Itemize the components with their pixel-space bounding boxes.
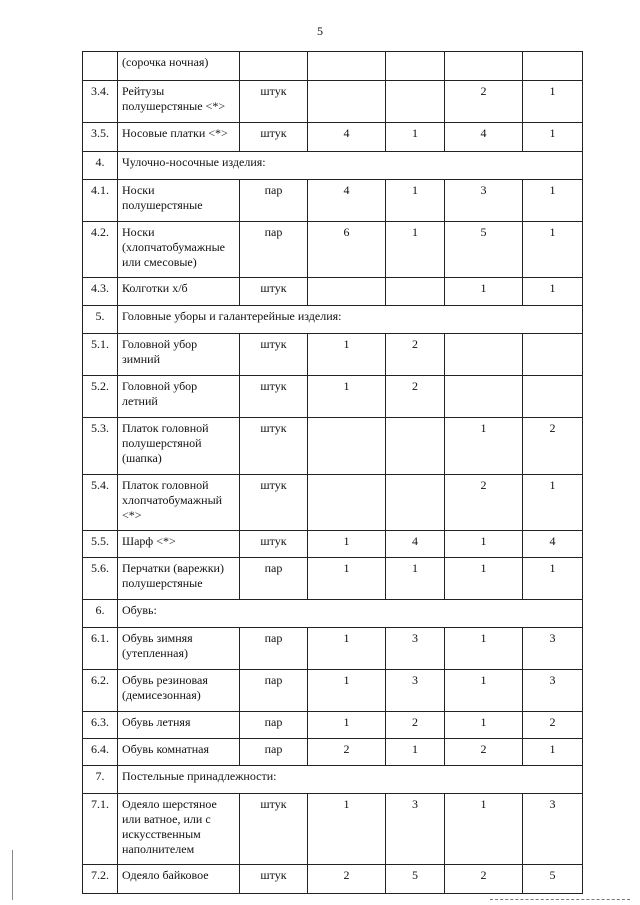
quantity-cell: 1	[386, 123, 445, 152]
quantity-cell: 5	[386, 865, 445, 894]
quantity-cell: 1	[445, 418, 523, 475]
row-number: 5.1.	[83, 334, 118, 376]
quantity-cell	[445, 52, 523, 81]
quantity-cell: 1	[308, 628, 386, 670]
row-number: 6.1.	[83, 628, 118, 670]
row-number: 6.2.	[83, 670, 118, 712]
quantity-cell: 1	[386, 739, 445, 766]
item-unit: штук	[240, 278, 308, 306]
item-unit: штук	[240, 81, 308, 123]
quantity-cell	[308, 278, 386, 306]
item-unit: штук	[240, 376, 308, 418]
item-name: Обувь зимняя (утепленная)	[118, 628, 240, 670]
quantity-cell: 3	[523, 670, 583, 712]
quantity-cell: 4	[445, 123, 523, 152]
item-name: Колготки х/б	[118, 278, 240, 306]
section-title: Постельные принадлежности:	[118, 766, 583, 794]
quantity-cell: 2	[523, 418, 583, 475]
quantity-cell: 4	[386, 531, 445, 558]
row-number: 6.3.	[83, 712, 118, 739]
row-number: 6.	[83, 600, 118, 628]
item-name: Одеяло байковое	[118, 865, 240, 894]
page-number: 5	[317, 24, 323, 38]
quantity-cell	[308, 418, 386, 475]
quantity-cell	[386, 52, 445, 81]
item-name: Рейтузы полушерстяные <*>	[118, 81, 240, 123]
quantity-cell: 3	[386, 628, 445, 670]
item-name: Обувь комнатная	[118, 739, 240, 766]
item-unit: пар	[240, 712, 308, 739]
scan-artifact	[490, 899, 630, 903]
quantity-cell: 3	[523, 628, 583, 670]
quantity-cell: 1	[308, 334, 386, 376]
quantity-cell	[308, 475, 386, 531]
row-number: 5.6.	[83, 558, 118, 600]
quantity-cell: 1	[445, 531, 523, 558]
quantity-cell: 6	[308, 222, 386, 278]
item-unit: штук	[240, 334, 308, 376]
quantity-cell	[445, 334, 523, 376]
quantity-cell: 2	[308, 739, 386, 766]
quantity-cell: 1	[445, 712, 523, 739]
quantity-cell: 1	[523, 81, 583, 123]
item-name: Платок головной полушерстяной (шапка)	[118, 418, 240, 475]
section-row	[83, 766, 583, 794]
table-row	[83, 794, 583, 865]
table-row	[83, 376, 583, 418]
table-row	[83, 739, 583, 766]
row-number: 4.1.	[83, 180, 118, 222]
row-number: 4.	[83, 152, 118, 180]
quantity-cell: 2	[523, 712, 583, 739]
quantity-cell: 3	[523, 794, 583, 865]
supply-norms-table	[82, 51, 583, 894]
item-name: Платок головной хлопчатобумажный <*>	[118, 475, 240, 531]
item-unit: пар	[240, 222, 308, 278]
section-title: Головные уборы и галантерейные изделия:	[118, 306, 583, 334]
table-row	[83, 123, 583, 152]
quantity-cell: 3	[386, 794, 445, 865]
table-row	[83, 81, 583, 123]
item-name: Перчатки (варежки) полушерстяные	[118, 558, 240, 600]
quantity-cell: 1	[308, 376, 386, 418]
section-title: Чулочно-носочные изделия:	[118, 152, 583, 180]
section-row	[83, 152, 583, 180]
table-row	[83, 712, 583, 739]
quantity-cell: 2	[386, 712, 445, 739]
quantity-cell	[386, 418, 445, 475]
quantity-cell: 4	[308, 123, 386, 152]
table-row	[83, 865, 583, 894]
quantity-cell: 2	[445, 739, 523, 766]
quantity-cell	[523, 376, 583, 418]
table-row	[83, 278, 583, 306]
table-row	[83, 670, 583, 712]
quantity-cell: 3	[445, 180, 523, 222]
item-name: Носки (хлопчатобумажные или смесовые)	[118, 222, 240, 278]
row-number: 5.	[83, 306, 118, 334]
quantity-cell	[523, 52, 583, 81]
item-unit: пар	[240, 180, 308, 222]
row-number: 4.3.	[83, 278, 118, 306]
row-number: 5.4.	[83, 475, 118, 531]
item-name: Носовые платки <*>	[118, 123, 240, 152]
table-body	[83, 52, 583, 894]
item-unit	[240, 52, 308, 81]
quantity-cell: 1	[445, 628, 523, 670]
item-unit: пар	[240, 739, 308, 766]
quantity-cell: 1	[523, 558, 583, 600]
item-unit: пар	[240, 628, 308, 670]
table-row	[83, 558, 583, 600]
item-unit: штук	[240, 475, 308, 531]
quantity-cell: 3	[386, 670, 445, 712]
item-name: (сорочка ночная)	[118, 52, 240, 81]
quantity-cell: 1	[523, 180, 583, 222]
quantity-cell: 1	[308, 531, 386, 558]
quantity-cell: 5	[523, 865, 583, 894]
quantity-cell: 1	[523, 739, 583, 766]
item-name: Шарф <*>	[118, 531, 240, 558]
row-number: 7.2.	[83, 865, 118, 894]
table-row	[83, 531, 583, 558]
quantity-cell	[308, 52, 386, 81]
quantity-cell: 2	[308, 865, 386, 894]
quantity-cell: 2	[386, 376, 445, 418]
section-row	[83, 306, 583, 334]
quantity-cell: 2	[445, 475, 523, 531]
row-number: 7.	[83, 766, 118, 794]
quantity-cell: 1	[445, 670, 523, 712]
scan-edge-mark	[12, 850, 13, 900]
table-row	[83, 52, 583, 81]
table-row	[83, 180, 583, 222]
item-unit: пар	[240, 670, 308, 712]
table-row	[83, 334, 583, 376]
row-number: 3.4.	[83, 81, 118, 123]
item-name: Одеяло шерстяное или ватное, или с искусственным наполнителем	[118, 794, 240, 865]
row-number: 3.5.	[83, 123, 118, 152]
quantity-cell: 1	[308, 670, 386, 712]
item-unit: штук	[240, 531, 308, 558]
quantity-cell: 1	[386, 222, 445, 278]
quantity-cell	[308, 81, 386, 123]
item-name: Носки полушерстяные	[118, 180, 240, 222]
quantity-cell	[386, 81, 445, 123]
row-number: 5.5.	[83, 531, 118, 558]
quantity-cell: 4	[308, 180, 386, 222]
table-row	[83, 222, 583, 278]
section-title: Обувь:	[118, 600, 583, 628]
item-unit: пар	[240, 558, 308, 600]
quantity-cell	[386, 475, 445, 531]
row-number: 5.2.	[83, 376, 118, 418]
section-row	[83, 600, 583, 628]
quantity-cell: 4	[523, 531, 583, 558]
row-number: 6.4.	[83, 739, 118, 766]
item-name: Головной убор летний	[118, 376, 240, 418]
table-row	[83, 475, 583, 531]
item-name: Головной убор зимний	[118, 334, 240, 376]
row-number	[83, 52, 118, 81]
quantity-cell	[386, 278, 445, 306]
item-unit: штук	[240, 123, 308, 152]
quantity-cell	[445, 376, 523, 418]
quantity-cell	[523, 334, 583, 376]
row-number: 7.1.	[83, 794, 118, 865]
item-unit: штук	[240, 794, 308, 865]
table-row	[83, 418, 583, 475]
item-unit: штук	[240, 865, 308, 894]
quantity-cell: 2	[445, 865, 523, 894]
table-row	[83, 628, 583, 670]
quantity-cell: 1	[308, 794, 386, 865]
quantity-cell: 1	[308, 712, 386, 739]
quantity-cell: 1	[523, 222, 583, 278]
item-name: Обувь резиновая (демисезонная)	[118, 670, 240, 712]
row-number: 5.3.	[83, 418, 118, 475]
quantity-cell: 1	[523, 475, 583, 531]
quantity-cell: 1	[445, 794, 523, 865]
quantity-cell: 1	[523, 123, 583, 152]
quantity-cell: 2	[445, 81, 523, 123]
quantity-cell: 5	[445, 222, 523, 278]
quantity-cell: 1	[445, 278, 523, 306]
quantity-cell: 2	[386, 334, 445, 376]
quantity-cell: 1	[386, 180, 445, 222]
row-number: 4.2.	[83, 222, 118, 278]
quantity-cell: 1	[445, 558, 523, 600]
item-name: Обувь летняя	[118, 712, 240, 739]
quantity-cell: 1	[386, 558, 445, 600]
quantity-cell: 1	[308, 558, 386, 600]
item-unit: штук	[240, 418, 308, 475]
quantity-cell: 1	[523, 278, 583, 306]
